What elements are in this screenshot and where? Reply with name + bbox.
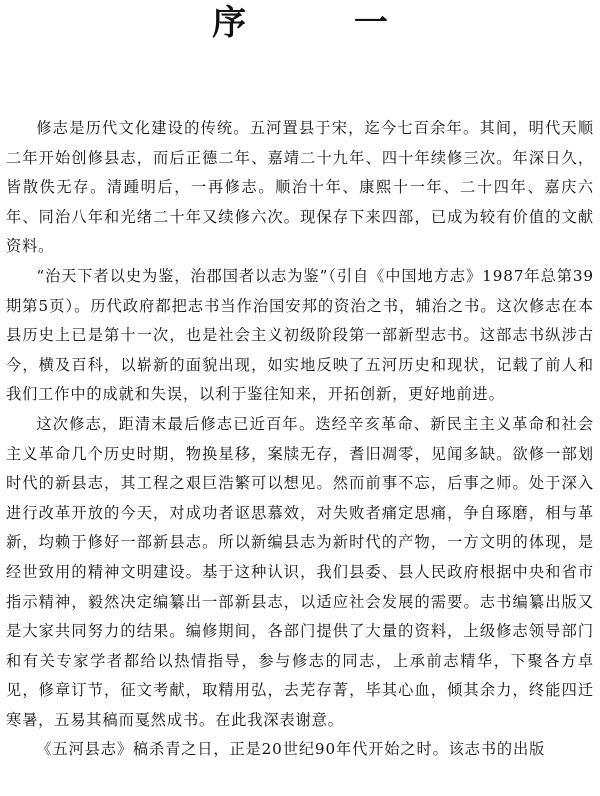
- paragraph: 《五河县志》稿杀青之日，正是20世纪90年代开始之时。该志书的出版: [36, 740, 546, 759]
- paragraph: 这次修志，距清末最后修志已近百年。迭经辛亥革命、新民主主义革命和社会主义革命几个历史时期，物换星移，案牍无存，耆旧凋零，见闻多缺。欲修一部划时代的新县志，其工程之艰巨浩繁可以想见。然而前事不忘，后事之师。处于深入进行改革开放的今天，对成功者讴思慕效，对失败者痛定思痛，争自琢磨，相与革新，均赖于修好一部新县志。所以新编县志为新时代的产物，一方文明的体现，是经世致用的精神文明建设。基于这种认识，我们县委、县人民政府根据中央和省市指示精神，毅然决定编纂出一部新县志，以适应社会发展的需要。志书编纂出版又是大家共同努力的结果。编修期间，各部门提供了大量的资料，上级修志领导部门和有关专家学者都给以热情指导，参与修志的同志，上承前志精华，下聚各方卓见，修章订节，征文考献，取精用弘，去芜存菁，毕其心血，倾其余力，终能四迁寒暑，五易其稿而戛然成书。在此我深表谢意。: [6, 414, 594, 729]
- page-title: 序 一: [212, 3, 436, 43]
- paragraph: “治天下者以史为鉴，治郡国者以志为鉴”（引自《中国地方志》1987年总第39期第5页）。历代政府都把志书当作治国安邦的资治之书，辅治之书。这次修志在本县历史上已是第十一次，也是社会主义初级阶段第一部新型志书。这部志书纵涉古今，横及百科，以崭新的面貌出现，如实地反映了五河历史和现状，记载了前人和我们工作中的成就和失误，以利于鉴往知来，开拓创新，更好地前进。: [6, 266, 594, 404]
- paragraph: 修志是历代文化建设的传统。五河置县于宋，迄今七百余年。其间，明代天顺二年开始创修县志，而后正德二年、嘉靖二十九年、四十年续修三次。年深日久，皆散佚无存。清踵明后，一再修志。顺治十年、康熙十一年、二十四年、嘉庆六年、同治八年和光绪二十年又续修六次。现保存下来四部，已成为较有价值的文献资料。: [6, 119, 594, 256]
- document-body: [6, 114, 594, 765]
